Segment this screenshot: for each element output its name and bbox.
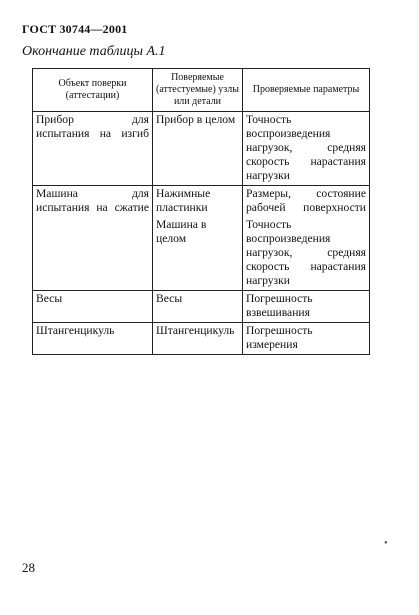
params-text: Погрешность взвешивания xyxy=(246,292,313,319)
params-cell xyxy=(243,291,370,323)
column-header-object: Объект поверки (аттестации) xyxy=(33,69,153,112)
table-row xyxy=(33,186,370,291)
verification-table xyxy=(32,68,370,355)
parts-text: Прибор в целом xyxy=(156,113,236,126)
column-header-params: Проверяемые параметры xyxy=(243,69,370,112)
params-cell xyxy=(243,112,370,186)
parts-text: Штангенцикуль xyxy=(156,324,235,337)
scan-speck: ● xyxy=(384,540,388,546)
standard-code: ГОСТ 30744—2001 xyxy=(22,22,128,36)
parts-text: Весы xyxy=(156,292,183,305)
params-text: Точность воспроизведения нагрузок, средняя скорость нарастания нагрузки xyxy=(246,218,366,287)
object-text: Весы xyxy=(36,292,63,305)
table-header-row xyxy=(33,69,370,112)
page-number: 28 xyxy=(22,560,35,575)
parts-cell xyxy=(153,291,243,323)
parts-cell xyxy=(153,112,243,186)
parts-text: Нажимные пластинки xyxy=(156,187,211,214)
parts-text: Машина в целом xyxy=(156,218,207,245)
object-cell xyxy=(33,186,153,291)
object-text: Прибор для испытания на изгиб xyxy=(36,113,149,140)
parts-cell xyxy=(153,323,243,355)
table-row xyxy=(33,323,370,355)
object-text: Штангенцикуль xyxy=(36,324,115,337)
table-row xyxy=(33,112,370,186)
table-title: Окончание таблицы А.1 xyxy=(22,44,166,59)
column-header-parts: Поверяемые (аттестуемые) узлы или детали xyxy=(153,69,243,112)
parts-cell xyxy=(153,186,243,291)
params-text: Точность воспроизведения нагрузок, средняя скорость нарастания нагрузки xyxy=(246,113,366,182)
table-row xyxy=(33,291,370,323)
params-text: Погрешность измерения xyxy=(246,324,313,351)
object-cell xyxy=(33,323,153,355)
params-text: Размеры, состояние рабочей поверхности xyxy=(246,187,366,214)
object-cell xyxy=(33,291,153,323)
object-cell xyxy=(33,112,153,186)
params-cell xyxy=(243,323,370,355)
object-text: Машина для испытания на сжатие xyxy=(36,187,149,214)
params-cell xyxy=(243,186,370,291)
